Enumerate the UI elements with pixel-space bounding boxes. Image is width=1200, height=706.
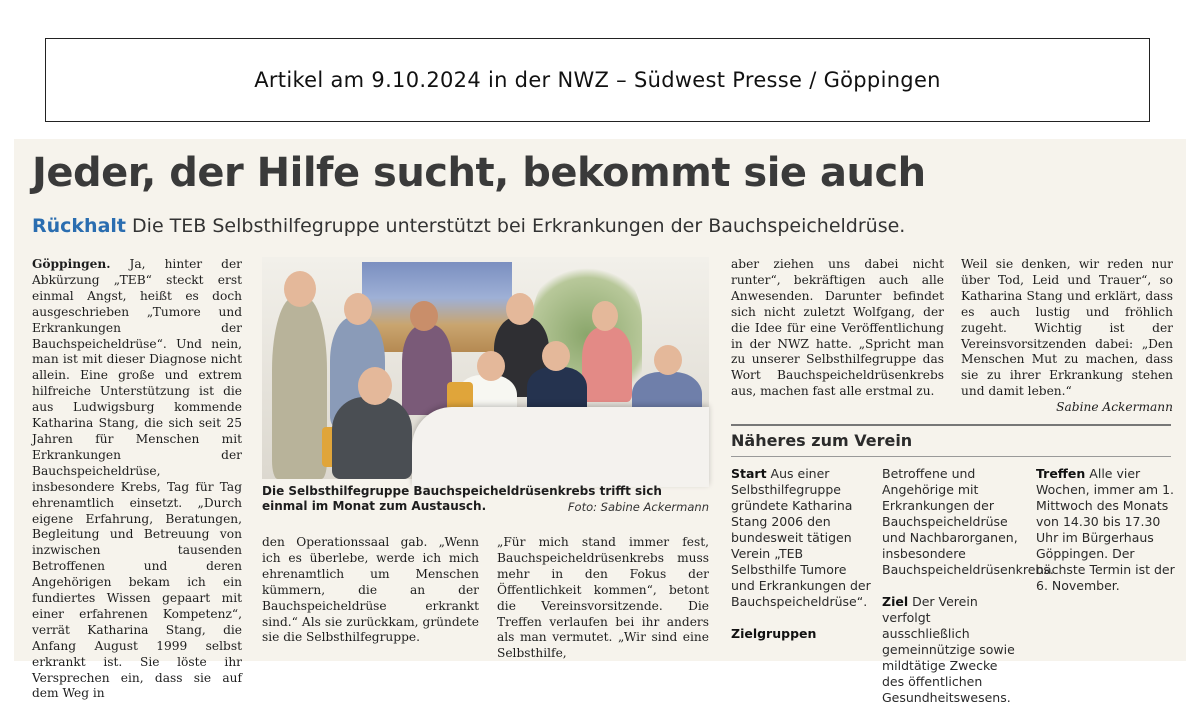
group-photo [262,257,709,479]
photo-caption [262,484,709,514]
headline: Jeder, der Hilfe sucht, bekommt sie auch [32,150,926,196]
meeting-table [412,407,709,487]
start-text: Aus einer Selbsthilfegruppe gründete Katharina Stang 2006 den bundesweit tätigen Verein „TEB Selbsthilfe Tumore und Erkrankungen der Bauchspeicheldrüse“. [731,466,871,609]
infobox-top-rule [731,424,1171,426]
infobox-column-1 [731,466,871,641]
column-2-text: den Operationssaal gab. „Wenn ich es überlebe, werde ich mich ehrenamtlich um Menschen kümmern, die an der Bauchspeicheldrüse erkrankt sind.“ Als sie zurückkam, gründete sie die Selbsthilfegruppe. [262,535,479,645]
article-column-1 [32,257,242,701]
zielgruppen-text: Betroffene und Angehörige mit Erkrankungen der Bauchspeicheldrüse und Nachbarorganen, insbesondere Bauchspeicheldrüsenkrebs. [882,466,1054,577]
dateline: Göppingen. [32,257,111,271]
column-4-text: aber ziehen uns dabei nicht runter“, bekräftigen auch alle Anwesenden. Darunter befindet sich nicht zuletzt Wolfgang, der die Idee für eine Veröffentlichung in der NWZ hatte. „Spricht man zu unserer Selbsthilfegruppe das Wort Bauchspeicheldrüsenkrebs aus, machen fast alle erstmal zu. [731,257,944,399]
ziel-label: Ziel [882,594,909,609]
kicker: Rückhalt [32,215,126,237]
infobox-title: Näheres zum Verein [731,431,913,450]
article-column-3 [497,535,709,661]
treffen-label: Treffen [1036,466,1086,481]
article-column-5 [961,257,1173,415]
start-label: Start [731,466,767,481]
infobox-column-3 [1036,466,1176,636]
ziel-text: Der Verein verfolgt ausschließlich gemeinnützige sowie mildtätige Zwecke des öffentlichen Gesundheitswesens. [882,594,1015,705]
zielgruppen-label: Zielgruppen [731,626,817,641]
photo-caption-text: Die Selbsthilfegruppe Bauchspeicheldrüsenkrebs trifft sich einmal im Monat zum Austausch. [262,484,662,513]
infobox-title-rule [731,456,1171,457]
article-source-caption: Artikel am 9.10.2024 in der NWZ – Südwest Presse / Göppingen [45,38,1150,122]
subheadline [32,215,905,237]
article-column-4 [731,257,944,407]
author-signature: Sabine Ackermann [1056,400,1173,415]
photo-credit: Foto: Sabine Ackermann [567,500,709,514]
column-3-text: „Für mich stand immer fest, Bauchspeicheldrüsenkrebs muss mehr in den Fokus der Öffentlichkeit kommen“, betont die Vereinsvorsitzende. Die Treffen verlaufen bei ihr anders als man vermutet. „Wir sind eine Selbsthilfe, [497,535,709,661]
column-1-text: Ja, hinter der Abkürzung „TEB“ steckt erst einmal Angst, heißt es doch ausgeschrieben „Tumore und Erkrankungen der Bauchspeicheldrüse“. Und nein, man ist mit dieser Diagnose nicht allein. Eine große und extrem hilfreiche Unterstützung ist die aus Ludwigsburg kommende Katharina Stang, die sich seit 25 Jahren für Menschen mit Erkrankungen der Bauchspeicheldrüse, insbesondere Krebs, Tag für Tag ehrenamtlich einsetzt. „Durch eigene Erfahrung, Beratungen, Begleitung und Betreuung von inzwischen tausenden Betroffenen und deren Angehörigen bekam ich ein fundiertes Wissen gepaart mit einer erfahrenen Kompetenz“, verrät Katharina Stang, die Anfang August 1999 selbst erkrankt ist. Sie löste ihr Versprechen ein, dass sie auf dem Weg in [32,257,242,701]
subheadline-text: Die TEB Selbsthilfegruppe unterstützt bei Erkrankungen der Bauchspeicheldrüse. [132,215,906,237]
column-5-text: Weil sie denken, wir reden nur über Tod, Leid und Trauer“, so Katharina Stang und erklärt, dass es auch lustig und fröhlich zugeht. Wichtig ist der Vereinsvorsitzenden dabei: „Den Menschen Mut zu machen, dass sie zu ihrer Erkrankung stehen und damit leben.“ [961,257,1173,399]
treffen-text: Alle vier Wochen, immer am 1. Mittwoch des Monats von 14.30 bis 17.30 Uhr im Bürgerhaus Göppingen. Der nächste Termin ist der 6. November. [1036,466,1175,593]
infobox-column-2 [882,466,1054,705]
article-column-2 [262,535,479,655]
